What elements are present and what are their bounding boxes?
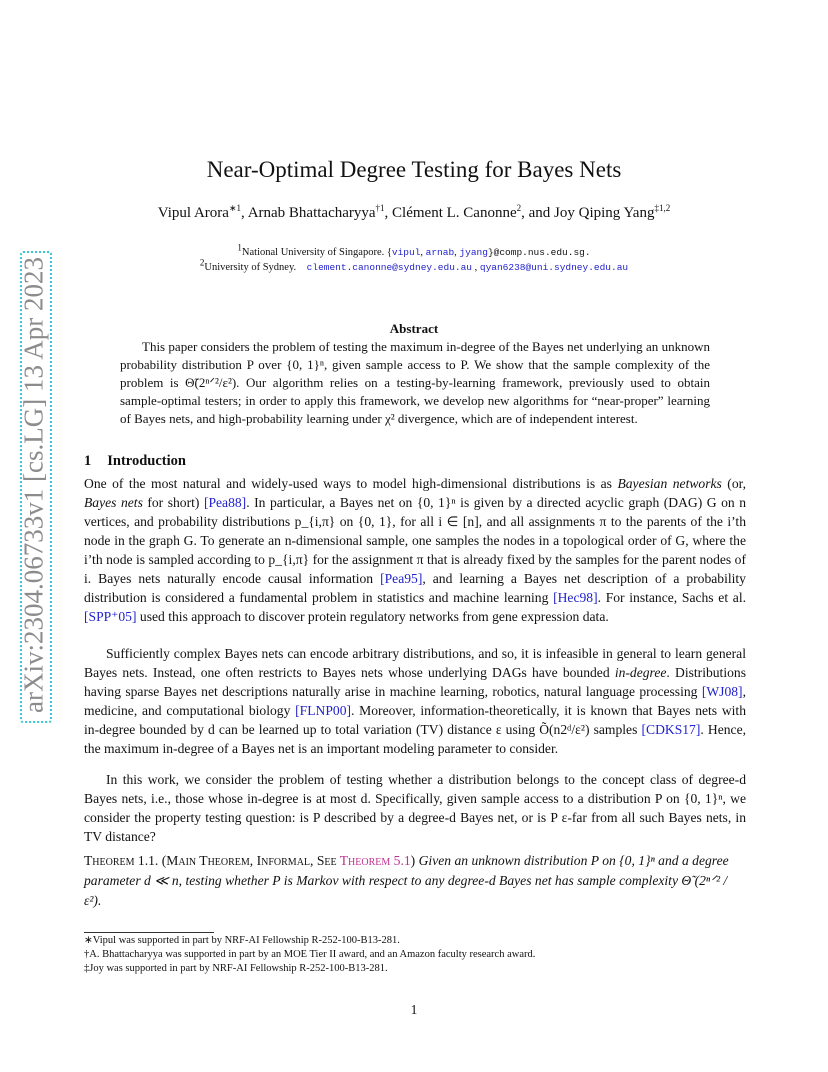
author-list (0, 205, 828, 222)
author-marker: ‡1,2 (654, 203, 671, 213)
affiliation-1: $^1$National University of Singapore. {vipul, arnab, jyang}@comp.nus.edu.sg. (237, 242, 591, 258)
email-link[interactable]: clement.canonne@sydney.edu.au (306, 262, 472, 273)
emphasis-text: in-degree (614, 665, 667, 680)
footnote-rule (84, 932, 214, 933)
paper-title: Near-Optimal Degree Testing for Bayes Nets (206, 157, 622, 182)
email-link[interactable]: arnab (425, 247, 455, 258)
intro-paragraph-2: Sufficiently complex Bayes nets can encode arbitrary distributions, and so, it is infeasible in general to learn general Bayes nets. Instead, one often restricts to Bayes nets whose underlying DAGs have bounded in-degree. Distributions having sparse Bayes net descriptions naturally arise in machine learning, robotics, natural language processing [WJ08], medicine, and computational biology [FLNP00]. Moreover, information-theoretically, it is known that Bayes nets with in-degree bounded by d can be learned up to total variation (TV) distance ε using Õ(n2ᵈ/ε²) samples [CDKS17]. Hence, the maximum in-degree of a Bayes net is an important modeling parameter to consider. (84, 646, 747, 756)
author-name: Clément L. Canonne (392, 205, 517, 221)
email-link[interactable]: jyang (459, 247, 488, 258)
author-marker: 2 (516, 203, 522, 213)
email-link[interactable]: vipul (391, 247, 421, 258)
footnote: ∗Vipul was supported in part by NRF-AI Fellowship R-252-100-B13-281. (84, 935, 400, 946)
author-name: Arnab Bhattacharyya (247, 205, 376, 221)
affiliation-text: University of Sydney. (204, 262, 297, 273)
author-marker: †1 (375, 203, 385, 213)
theorem-statement: Given an unknown distribution P on {0, 1}ⁿ and a degree parameter d ≪ n, testing whether P is Markov with respect to any degree-d Bayes net has sample complexity Θ̃ (2ⁿᐟ² / ε²). (84, 853, 729, 908)
intro-paragraph-1: One of the most natural and widely-used ways to model high-dimensional distributions is as Bayesian networks (or, Bayes nets for short) [Pea88]. In particular, a Bayes net on {0, 1}ⁿ is given by a directed acyclic graph (DAG) G on n vertices, and probability distributions p_{i,π} on {0, 1}, for all i ∈ [n], and all assignments π to the parents of the i’th node in the graph G. To generate an n-dimensional sample, one samples the nodes in a topological order of G, where the i’th node is sampled according to p_{i,π} for the assignment π that is already fixed by the samples for the parent nodes of i. Bayes nets naturally encode causal information [Pea95], and learning a Bayes net description of a probability distribution is considered a fundamental problem in statistics and machine learning [Hec98]. For instance, Sachs et al. [SPP⁺05] used this approach to discover protein regulatory networks from gene expression data. (84, 476, 747, 624)
emphasis-text: Bayesian networks (617, 476, 722, 491)
author-separator: , (384, 205, 393, 221)
author-separator: , (241, 205, 248, 221)
theorem-reference-link[interactable]: Theorem 5.1 (339, 853, 411, 868)
author-marker: ∗1 (228, 203, 241, 213)
intro-paragraph-3: In this work, we consider the problem of testing whether a distribution belongs to the concept class of degree-d Bayes nets, i.e., those whose in-degree is at most d. Specifically, given sample access to a distribution P on {0, 1}ⁿ, we consider the property testing question: is P described by a degree-d Bayes net, or is P ε-far from all such Bayes nets, in TV distance? (84, 772, 746, 844)
affiliation-2: $^2$University of Sydney. clement.canonne@sydney.edu.au , qyan6238@uni.sydney.edu.au (199, 257, 629, 273)
section-heading (84, 453, 186, 470)
abstract-paragraph: This paper considers the problem of testing the maximum in-degree of the Bayes net underlying an unknown probability distribution P over {0, 1}ⁿ, given sample access to P. We show that the sample complexity of the problem is Θ̃(2ⁿᐟ²/ε²). Our algorithm relies on a testing-by-learning framework, previously used to obtain sample-optimal testers; in order to apply this framework, we develop new algorithms for “near-proper” learning of Bayes nets, and high-probability learning under χ² divergence, which are of independent interest. (120, 339, 710, 426)
abstract-heading: Abstract (389, 321, 439, 336)
citation-link[interactable]: [Pea88] (203, 495, 247, 510)
theorem-block: Theorem 1.1. (Main Theorem, Informal, See Theorem 5.1) Given an unknown distribution P on {0, 1}ⁿ and a degree parameter d ≪ n, testing whether P is Markov with respect to any degree-d Bayes net has sample complexity Θ̃ (2ⁿᐟ² / ε²). (84, 853, 729, 908)
footnote: †A. Bhattacharyya was supported in part by an MOE Tier II award, and an Amazon faculty research award. (84, 949, 536, 960)
citation-link[interactable]: [Hec98] (553, 590, 598, 605)
arxiv-identifier: arXiv:2304.06733v1 [cs.LG] 13 Apr 2023 (18, 257, 49, 713)
citation-link[interactable]: [FLNP00] (295, 703, 352, 718)
author-name: Joy Qiping Yang (554, 205, 655, 221)
section-number: 1 (84, 453, 92, 469)
footnote: ‡Joy was supported in part by NRF-AI Fellowship R-252-100-B13-281. (84, 963, 388, 974)
abstract-body (120, 338, 710, 428)
author-separator: , and (521, 205, 555, 221)
citation-link[interactable]: [SPP⁺05] (84, 609, 137, 624)
citation-link[interactable]: [WJ08] (701, 684, 743, 699)
page-number: 1 (410, 1002, 418, 1017)
email-domain: }@comp.nus.edu.sg. (487, 247, 591, 258)
emphasis-text: Bayes nets (84, 495, 143, 510)
citation-link[interactable]: [CDKS17] (641, 722, 701, 737)
author-name: Vipul Arora (157, 205, 229, 221)
email-link[interactable]: qyan6238@uni.sydney.edu.au (479, 262, 629, 273)
section-title: Introduction (107, 453, 186, 469)
theorem-label: Theorem 1.1. (84, 853, 159, 868)
citation-link[interactable]: [Pea95] (380, 571, 423, 586)
affiliation-marker: 2 (199, 257, 205, 268)
affiliation-text: National University of Singapore. { (241, 247, 392, 258)
affiliation-marker: 1 (237, 242, 242, 253)
theorem-note: (Main Theorem, Informal, See (161, 853, 340, 868)
footnotes (84, 934, 746, 976)
